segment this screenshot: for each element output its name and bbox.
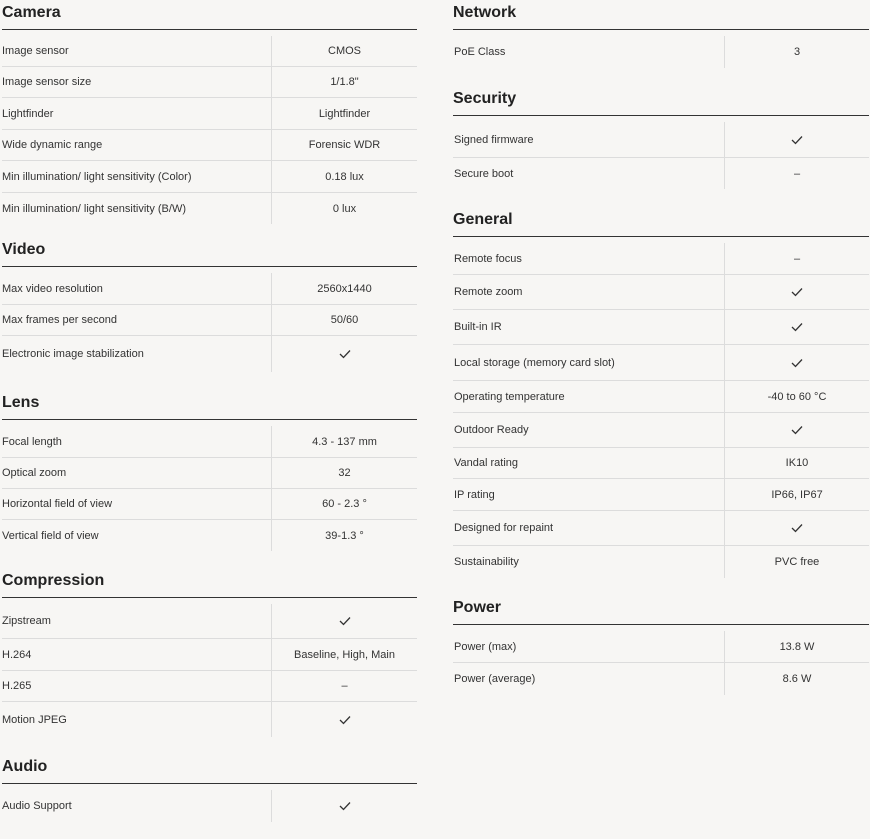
spec-label: PoE Class bbox=[454, 46, 506, 58]
section-title: Camera bbox=[2, 0, 417, 30]
spec-value: 60 - 2.3 ° bbox=[271, 489, 417, 519]
section-title: Video bbox=[2, 237, 417, 267]
spec-value bbox=[724, 122, 869, 157]
spec-label: Image sensor bbox=[2, 45, 69, 57]
spec-label: Remote zoom bbox=[454, 286, 523, 298]
check-icon bbox=[791, 322, 803, 332]
table-row bbox=[453, 36, 869, 68]
spec-label: Vertical field of view bbox=[2, 529, 99, 542]
table-row bbox=[2, 98, 417, 130]
table-row bbox=[2, 193, 417, 224]
section-compression bbox=[2, 568, 417, 737]
section-audio bbox=[2, 754, 417, 822]
table-row bbox=[453, 479, 869, 511]
table-row bbox=[453, 158, 869, 189]
section-security bbox=[453, 86, 869, 189]
spec-table bbox=[453, 631, 869, 695]
section-general bbox=[453, 207, 869, 578]
spec-label: Motion JPEG bbox=[2, 713, 67, 726]
table-row bbox=[2, 489, 417, 520]
table-row bbox=[453, 275, 869, 310]
check-icon bbox=[791, 425, 803, 435]
spec-label: Max frames per second bbox=[2, 314, 117, 326]
table-row bbox=[453, 381, 869, 413]
spec-label: Designed for repaint bbox=[454, 522, 554, 534]
table-row bbox=[453, 511, 869, 546]
check-icon bbox=[339, 801, 351, 811]
spec-table bbox=[2, 790, 417, 822]
spec-value: 39-1.3 ° bbox=[271, 520, 417, 551]
spec-value: – bbox=[271, 671, 417, 701]
spec-column-right bbox=[453, 0, 869, 695]
spec-value bbox=[271, 790, 417, 822]
table-row bbox=[453, 243, 869, 275]
spec-value bbox=[271, 336, 417, 372]
spec-value: 3 bbox=[724, 36, 869, 68]
spec-value: 8.6 W bbox=[724, 663, 869, 695]
section-power bbox=[453, 595, 869, 695]
spec-table bbox=[2, 36, 417, 224]
spec-label: Remote focus bbox=[454, 252, 522, 265]
section-title: Lens bbox=[2, 390, 417, 420]
spec-column-left bbox=[2, 0, 417, 822]
section-camera bbox=[2, 0, 417, 224]
table-row bbox=[453, 631, 869, 663]
spec-value: 0 lux bbox=[271, 193, 417, 224]
spec-value: 0.18 lux bbox=[271, 161, 417, 192]
table-row bbox=[453, 122, 869, 158]
spec-value: 1/1.8" bbox=[271, 67, 417, 97]
spec-value: 32 bbox=[271, 458, 417, 488]
spec-label: Outdoor Ready bbox=[454, 424, 529, 436]
table-row bbox=[2, 305, 417, 336]
spec-value bbox=[724, 275, 869, 309]
spec-label: Optical zoom bbox=[2, 467, 67, 479]
spec-label: H.265 bbox=[2, 680, 32, 692]
spec-value: Forensic WDR bbox=[271, 130, 417, 160]
table-row bbox=[2, 130, 417, 161]
spec-value bbox=[271, 702, 417, 737]
spec-value bbox=[724, 345, 869, 380]
spec-label: Zipstream bbox=[2, 615, 51, 627]
spec-label: IP rating bbox=[454, 488, 495, 501]
spec-value: -40 to 60 °C bbox=[724, 381, 869, 412]
spec-label: Min illumination/ light sensitivity (Color) bbox=[2, 170, 192, 183]
spec-value: IK10 bbox=[724, 448, 869, 478]
spec-label: Secure boot bbox=[454, 167, 514, 180]
spec-value bbox=[271, 604, 417, 638]
table-row bbox=[2, 604, 417, 639]
check-icon bbox=[791, 287, 803, 297]
spec-label: Lightfinder bbox=[2, 107, 54, 120]
section-title: Power bbox=[453, 595, 869, 625]
spec-value bbox=[724, 511, 869, 545]
table-row bbox=[2, 702, 417, 737]
check-icon bbox=[339, 616, 351, 626]
section-title: Network bbox=[453, 0, 869, 30]
spec-value: 50/60 bbox=[271, 305, 417, 335]
check-icon bbox=[791, 523, 803, 533]
section-title: Security bbox=[453, 86, 869, 116]
spec-label: Horizontal field of view bbox=[2, 498, 113, 510]
spec-label: H.264 bbox=[2, 648, 32, 661]
spec-label: Electronic image stabilization bbox=[2, 348, 144, 360]
spec-label: Max video resolution bbox=[2, 282, 103, 295]
section-title: Compression bbox=[2, 568, 417, 598]
spec-value: – bbox=[724, 158, 869, 189]
spec-label: Image sensor size bbox=[2, 76, 92, 88]
table-row bbox=[2, 336, 417, 372]
table-row bbox=[2, 161, 417, 193]
spec-value: – bbox=[724, 243, 869, 274]
table-row bbox=[453, 448, 869, 479]
spec-value: Lightfinder bbox=[271, 98, 417, 129]
spec-label: Operating temperature bbox=[454, 390, 565, 403]
spec-value: PVC free bbox=[724, 546, 869, 578]
spec-label: Signed firmware bbox=[454, 133, 534, 146]
table-row bbox=[2, 790, 417, 822]
check-icon bbox=[791, 358, 803, 368]
table-row bbox=[2, 273, 417, 305]
table-row bbox=[453, 345, 869, 381]
spec-label: Min illumination/ light sensitivity (B/W) bbox=[2, 202, 186, 215]
check-icon bbox=[339, 715, 351, 725]
spec-label: Vandal rating bbox=[454, 457, 519, 469]
spec-table bbox=[453, 36, 869, 68]
section-network bbox=[453, 0, 869, 68]
table-row bbox=[453, 663, 869, 695]
table-row bbox=[2, 671, 417, 702]
table-row bbox=[2, 639, 417, 671]
spec-value: 2560x1440 bbox=[271, 273, 417, 304]
table-row bbox=[2, 458, 417, 489]
spec-value: 4.3 - 137 mm bbox=[271, 426, 417, 457]
spec-table bbox=[453, 243, 869, 578]
table-row bbox=[2, 426, 417, 458]
spec-label: Focal length bbox=[2, 435, 62, 448]
check-icon bbox=[791, 135, 803, 145]
section-lens bbox=[2, 390, 417, 551]
table-row bbox=[453, 310, 869, 345]
spec-value bbox=[724, 413, 869, 447]
section-video bbox=[2, 237, 417, 372]
spec-value: 13.8 W bbox=[724, 631, 869, 662]
spec-label: Local storage (memory card slot) bbox=[454, 356, 615, 369]
spec-value: Baseline, High, Main bbox=[271, 639, 417, 670]
table-row bbox=[453, 546, 869, 578]
table-row bbox=[2, 36, 417, 67]
spec-label: Wide dynamic range bbox=[2, 139, 103, 151]
spec-label: Audio Support bbox=[2, 800, 72, 812]
spec-table bbox=[2, 426, 417, 551]
spec-label: Built-in IR bbox=[454, 321, 502, 333]
check-icon bbox=[339, 349, 351, 359]
section-title: General bbox=[453, 207, 869, 237]
spec-value: IP66, IP67 bbox=[724, 479, 869, 510]
spec-table bbox=[2, 604, 417, 737]
table-row bbox=[453, 413, 869, 448]
section-title: Audio bbox=[2, 754, 417, 784]
spec-label: Sustainability bbox=[454, 556, 519, 568]
table-row bbox=[2, 520, 417, 551]
table-row bbox=[2, 67, 417, 98]
spec-label: Power (max) bbox=[454, 640, 517, 653]
spec-label: Power (average) bbox=[454, 673, 536, 685]
spec-table bbox=[453, 122, 869, 189]
spec-value bbox=[724, 310, 869, 344]
spec-table bbox=[2, 273, 417, 372]
spec-value: CMOS bbox=[271, 36, 417, 66]
